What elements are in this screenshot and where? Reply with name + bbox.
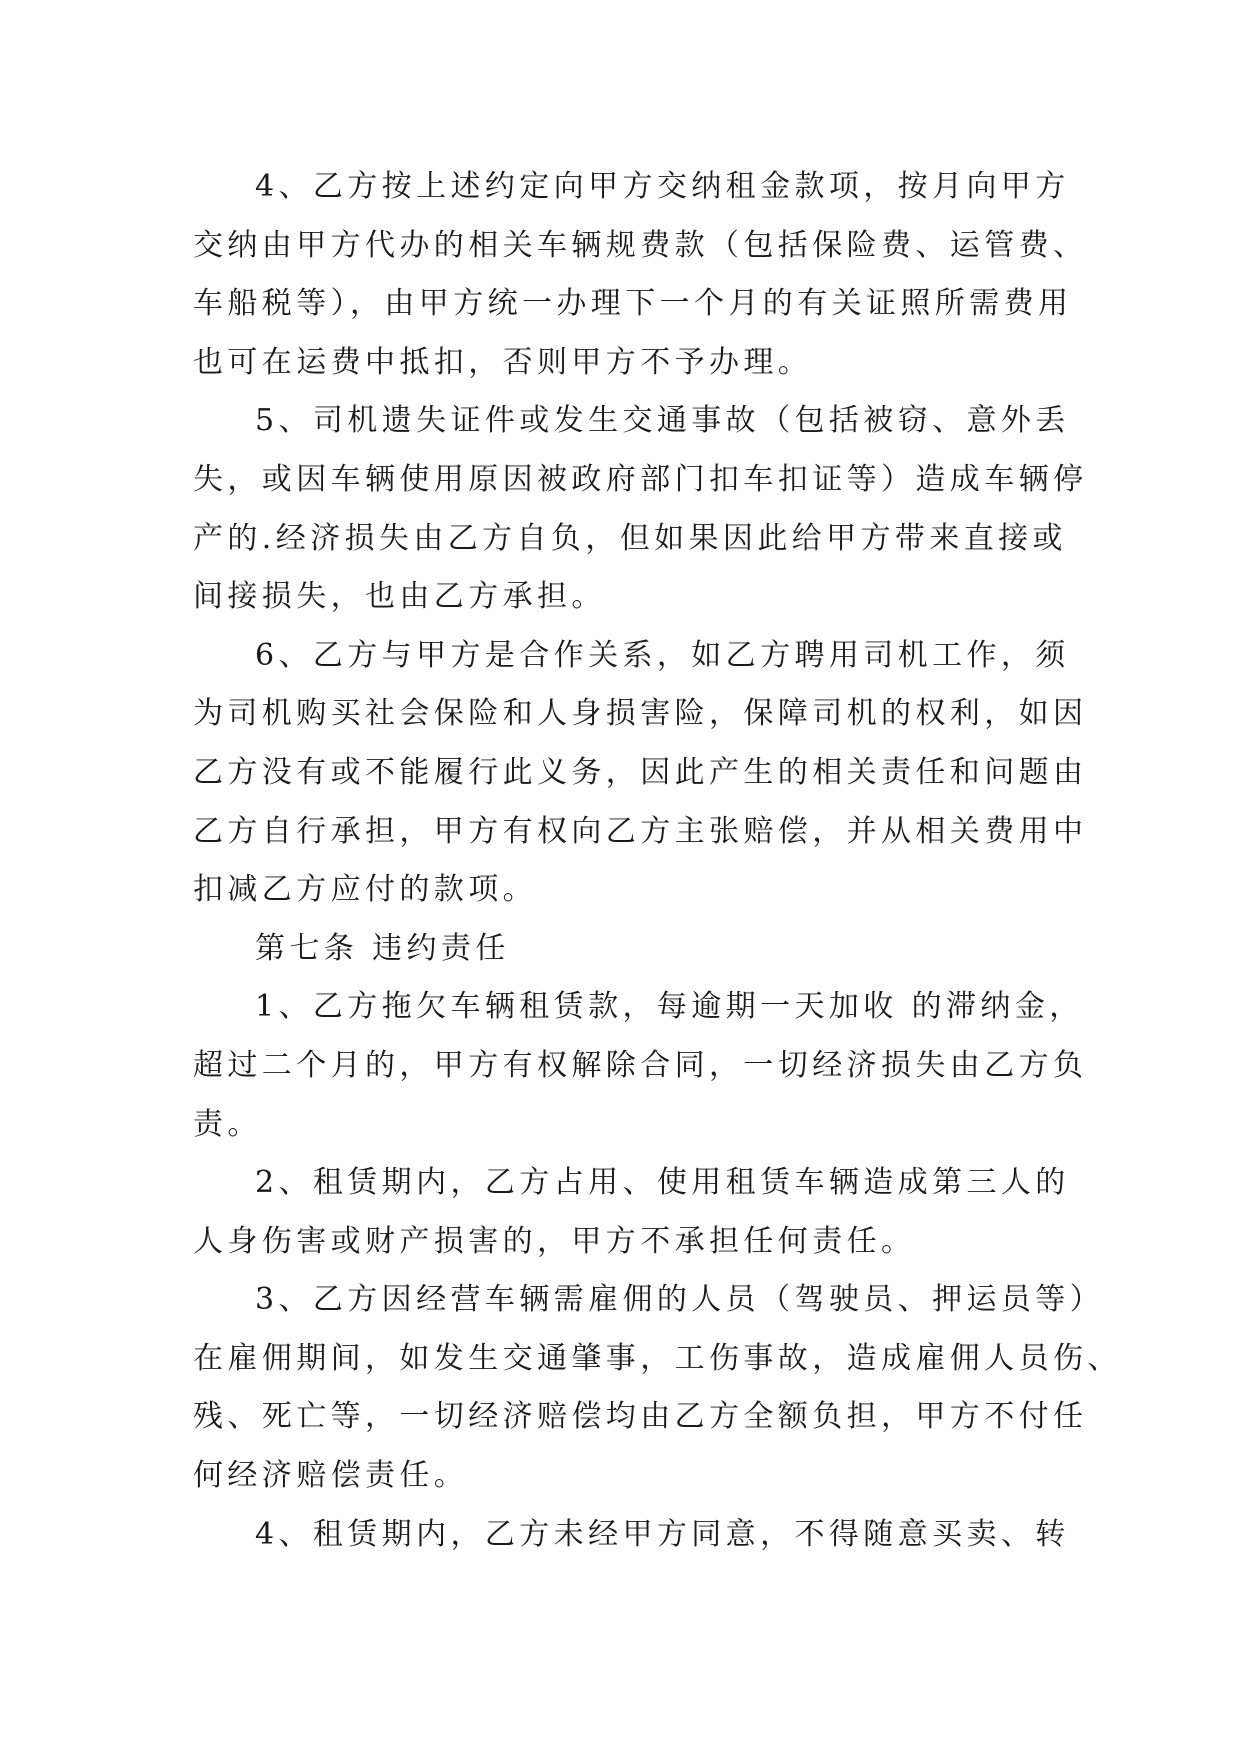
clause-3-line-3: 残、死亡等，一切经济赔偿均由乙方全额负担，甲方不付任 [193, 1399, 1088, 1435]
clause-4-line-1: 4、租赁期内，乙方未经甲方同意，不得随意买卖、转 [255, 1516, 1070, 1552]
paragraph-5-line-2: 失，或因车辆使用原因被政府部门扣车扣证等）造成车辆停 [193, 461, 1088, 497]
clause-2-line-1: 2、租赁期内，乙方占用、使用租赁车辆造成第三人的 [255, 1165, 1070, 1201]
paragraph-6-line-1: 6、乙方与甲方是合作关系，如乙方聘用司机工作，须 [255, 637, 1070, 673]
paragraph-5-line-1: 5、司机遗失证件或发生交通事故（包括被窃、意外丢 [255, 403, 1070, 439]
clause-1-line-2: 超过二个月的，甲方有权解除合同，一切经济损失由乙方负 [193, 1047, 1088, 1083]
paragraph-4-line-4: 也可在运费中抵扣，否则甲方不予办理。 [193, 344, 813, 380]
paragraph-6-line-5: 扣减乙方应付的款项。 [193, 872, 537, 908]
clause-3-line-2: 在雇佣期间，如发生交通肇事，工伤事故，造成雇佣人员伤、 [193, 1340, 1122, 1376]
paragraph-5-line-4: 间接损失，也由乙方承担。 [193, 579, 606, 615]
paragraph-6-line-4: 乙方自行承担，甲方有权向乙方主张赔偿，并从相关费用中 [193, 813, 1088, 849]
paragraph-4-line-3: 车船税等），由甲方统一办理下一个月的有关证照所需费用 [193, 286, 1073, 322]
paragraph-6-line-3: 乙方没有或不能履行此义务，因此产生的相关责任和问题由 [193, 754, 1088, 790]
clause-1-line-3: 责。 [193, 1106, 262, 1142]
paragraph-5-line-3: 产的.经济损失由乙方自负，但如果因此给甲方带来直接或 [193, 520, 1067, 556]
paragraph-4-line-1: 4、乙方按上述约定向甲方交纳租金款项，按月向甲方 [255, 169, 1070, 204]
clause-3-line-4: 何经济赔偿责任。 [193, 1458, 469, 1494]
paragraph-4-line-2: 交纳由甲方代办的相关车辆规费款（包括保险费、运管费、 [193, 227, 1088, 263]
clause-2-line-2: 人身伤害或财产损害的，甲方不承担任何责任。 [193, 1223, 916, 1259]
document-page [193, 158, 1122, 1564]
paragraph-6-line-2: 为司机购买社会保险和人身损害险，保障司机的权利，如因 [193, 696, 1088, 732]
section-heading-article-7: 第七条 违约责任 [255, 930, 510, 966]
clause-1-line-1: 1、乙方拖欠车辆租赁款，每逾期一天加收 的滞纳金， [255, 989, 1084, 1025]
clause-3-line-1: 3、乙方因经营车辆需雇佣的人员（驾驶员、押运员等） [255, 1282, 1105, 1318]
